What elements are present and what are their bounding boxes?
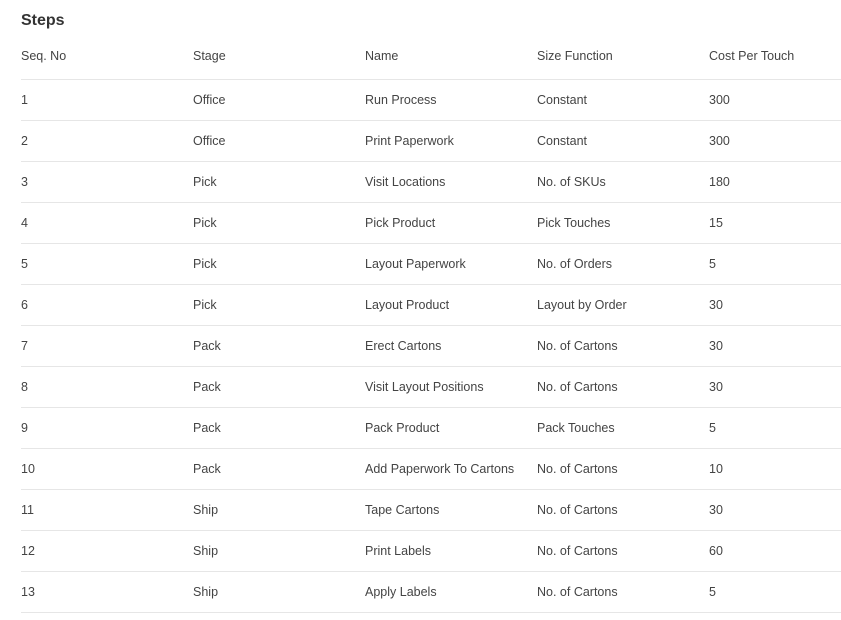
size-function-cell: No. of Orders xyxy=(537,244,709,285)
seq-no-cell: 10 xyxy=(21,449,193,490)
cost-per-touch-cell: 5 xyxy=(709,244,841,285)
stage-cell: Pack xyxy=(193,408,365,449)
size-function-cell: No. of SKUs xyxy=(537,162,709,203)
size-function-cell: No. of Cartons xyxy=(537,531,709,572)
cost-per-touch-cell: 30 xyxy=(709,326,841,367)
column-header-seq-no: Seq. No xyxy=(21,46,193,80)
size-function-cell: Pick Touches xyxy=(537,203,709,244)
size-function-cell: No. of Cartons xyxy=(537,572,709,613)
page-title: Steps xyxy=(21,12,65,29)
seq-no-cell: 3 xyxy=(21,162,193,203)
stage-cell: Pack xyxy=(193,449,365,490)
stage-cell: Office xyxy=(193,80,365,121)
size-function-cell: No. of Cartons xyxy=(537,490,709,531)
steps-panel xyxy=(21,10,841,613)
size-function-cell: Constant xyxy=(537,80,709,121)
cost-per-touch-cell: 60 xyxy=(709,531,841,572)
table-row xyxy=(21,244,841,285)
header-row xyxy=(21,46,841,80)
cost-per-touch-cell: 30 xyxy=(709,490,841,531)
size-function-cell: No. of Cartons xyxy=(537,367,709,408)
size-function-cell: Constant xyxy=(537,121,709,162)
table-row xyxy=(21,203,841,244)
seq-no-cell: 2 xyxy=(21,121,193,162)
stage-cell: Ship xyxy=(193,572,365,613)
cost-per-touch-cell: 5 xyxy=(709,408,841,449)
stage-cell: Pack xyxy=(193,326,365,367)
cost-per-touch-cell: 30 xyxy=(709,367,841,408)
cost-per-touch-cell: 10 xyxy=(709,449,841,490)
name-cell: Apply Labels xyxy=(365,572,537,613)
table-row xyxy=(21,449,841,490)
stage-cell: Pack xyxy=(193,367,365,408)
column-header-cost-per-touch: Cost Per Touch xyxy=(709,46,841,80)
cost-per-touch-cell: 300 xyxy=(709,80,841,121)
table-row xyxy=(21,121,841,162)
stage-cell: Pick xyxy=(193,203,365,244)
name-cell: Tape Cartons xyxy=(365,490,537,531)
name-cell: Add Paperwork To Cartons xyxy=(365,449,537,490)
column-header-name: Name xyxy=(365,46,537,80)
cost-per-touch-cell: 5 xyxy=(709,572,841,613)
table-row xyxy=(21,531,841,572)
size-function-cell: Layout by Order xyxy=(537,285,709,326)
stage-cell: Office xyxy=(193,121,365,162)
stage-cell: Pick xyxy=(193,162,365,203)
seq-no-cell: 12 xyxy=(21,531,193,572)
name-cell: Visit Locations xyxy=(365,162,537,203)
seq-no-cell: 5 xyxy=(21,244,193,285)
stage-cell: Ship xyxy=(193,490,365,531)
table-row xyxy=(21,490,841,531)
column-header-size-function: Size Function xyxy=(537,46,709,80)
steps-table xyxy=(21,46,841,613)
cost-per-touch-cell: 300 xyxy=(709,121,841,162)
seq-no-cell: 9 xyxy=(21,408,193,449)
table-row xyxy=(21,162,841,203)
seq-no-cell: 8 xyxy=(21,367,193,408)
table-row xyxy=(21,572,841,613)
table-row xyxy=(21,408,841,449)
size-function-cell: No. of Cartons xyxy=(537,326,709,367)
name-cell: Print Labels xyxy=(365,531,537,572)
name-cell: Run Process xyxy=(365,80,537,121)
seq-no-cell: 1 xyxy=(21,80,193,121)
table-header xyxy=(21,46,841,80)
table-body xyxy=(21,80,841,613)
name-cell: Visit Layout Positions xyxy=(365,367,537,408)
name-cell: Layout Paperwork xyxy=(365,244,537,285)
column-header-stage: Stage xyxy=(193,46,365,80)
name-cell: Pack Product xyxy=(365,408,537,449)
name-cell: Print Paperwork xyxy=(365,121,537,162)
cost-per-touch-cell: 15 xyxy=(709,203,841,244)
name-cell: Erect Cartons xyxy=(365,326,537,367)
cost-per-touch-cell: 180 xyxy=(709,162,841,203)
size-function-cell: No. of Cartons xyxy=(537,449,709,490)
seq-no-cell: 11 xyxy=(21,490,193,531)
seq-no-cell: 4 xyxy=(21,203,193,244)
seq-no-cell: 7 xyxy=(21,326,193,367)
name-cell: Layout Product xyxy=(365,285,537,326)
stage-cell: Pick xyxy=(193,285,365,326)
table-row xyxy=(21,285,841,326)
table-row xyxy=(21,80,841,121)
table-row xyxy=(21,326,841,367)
size-function-cell: Pack Touches xyxy=(537,408,709,449)
cost-per-touch-cell: 30 xyxy=(709,285,841,326)
stage-cell: Ship xyxy=(193,531,365,572)
seq-no-cell: 6 xyxy=(21,285,193,326)
name-cell: Pick Product xyxy=(365,203,537,244)
stage-cell: Pick xyxy=(193,244,365,285)
seq-no-cell: 13 xyxy=(21,572,193,613)
table-row xyxy=(21,367,841,408)
